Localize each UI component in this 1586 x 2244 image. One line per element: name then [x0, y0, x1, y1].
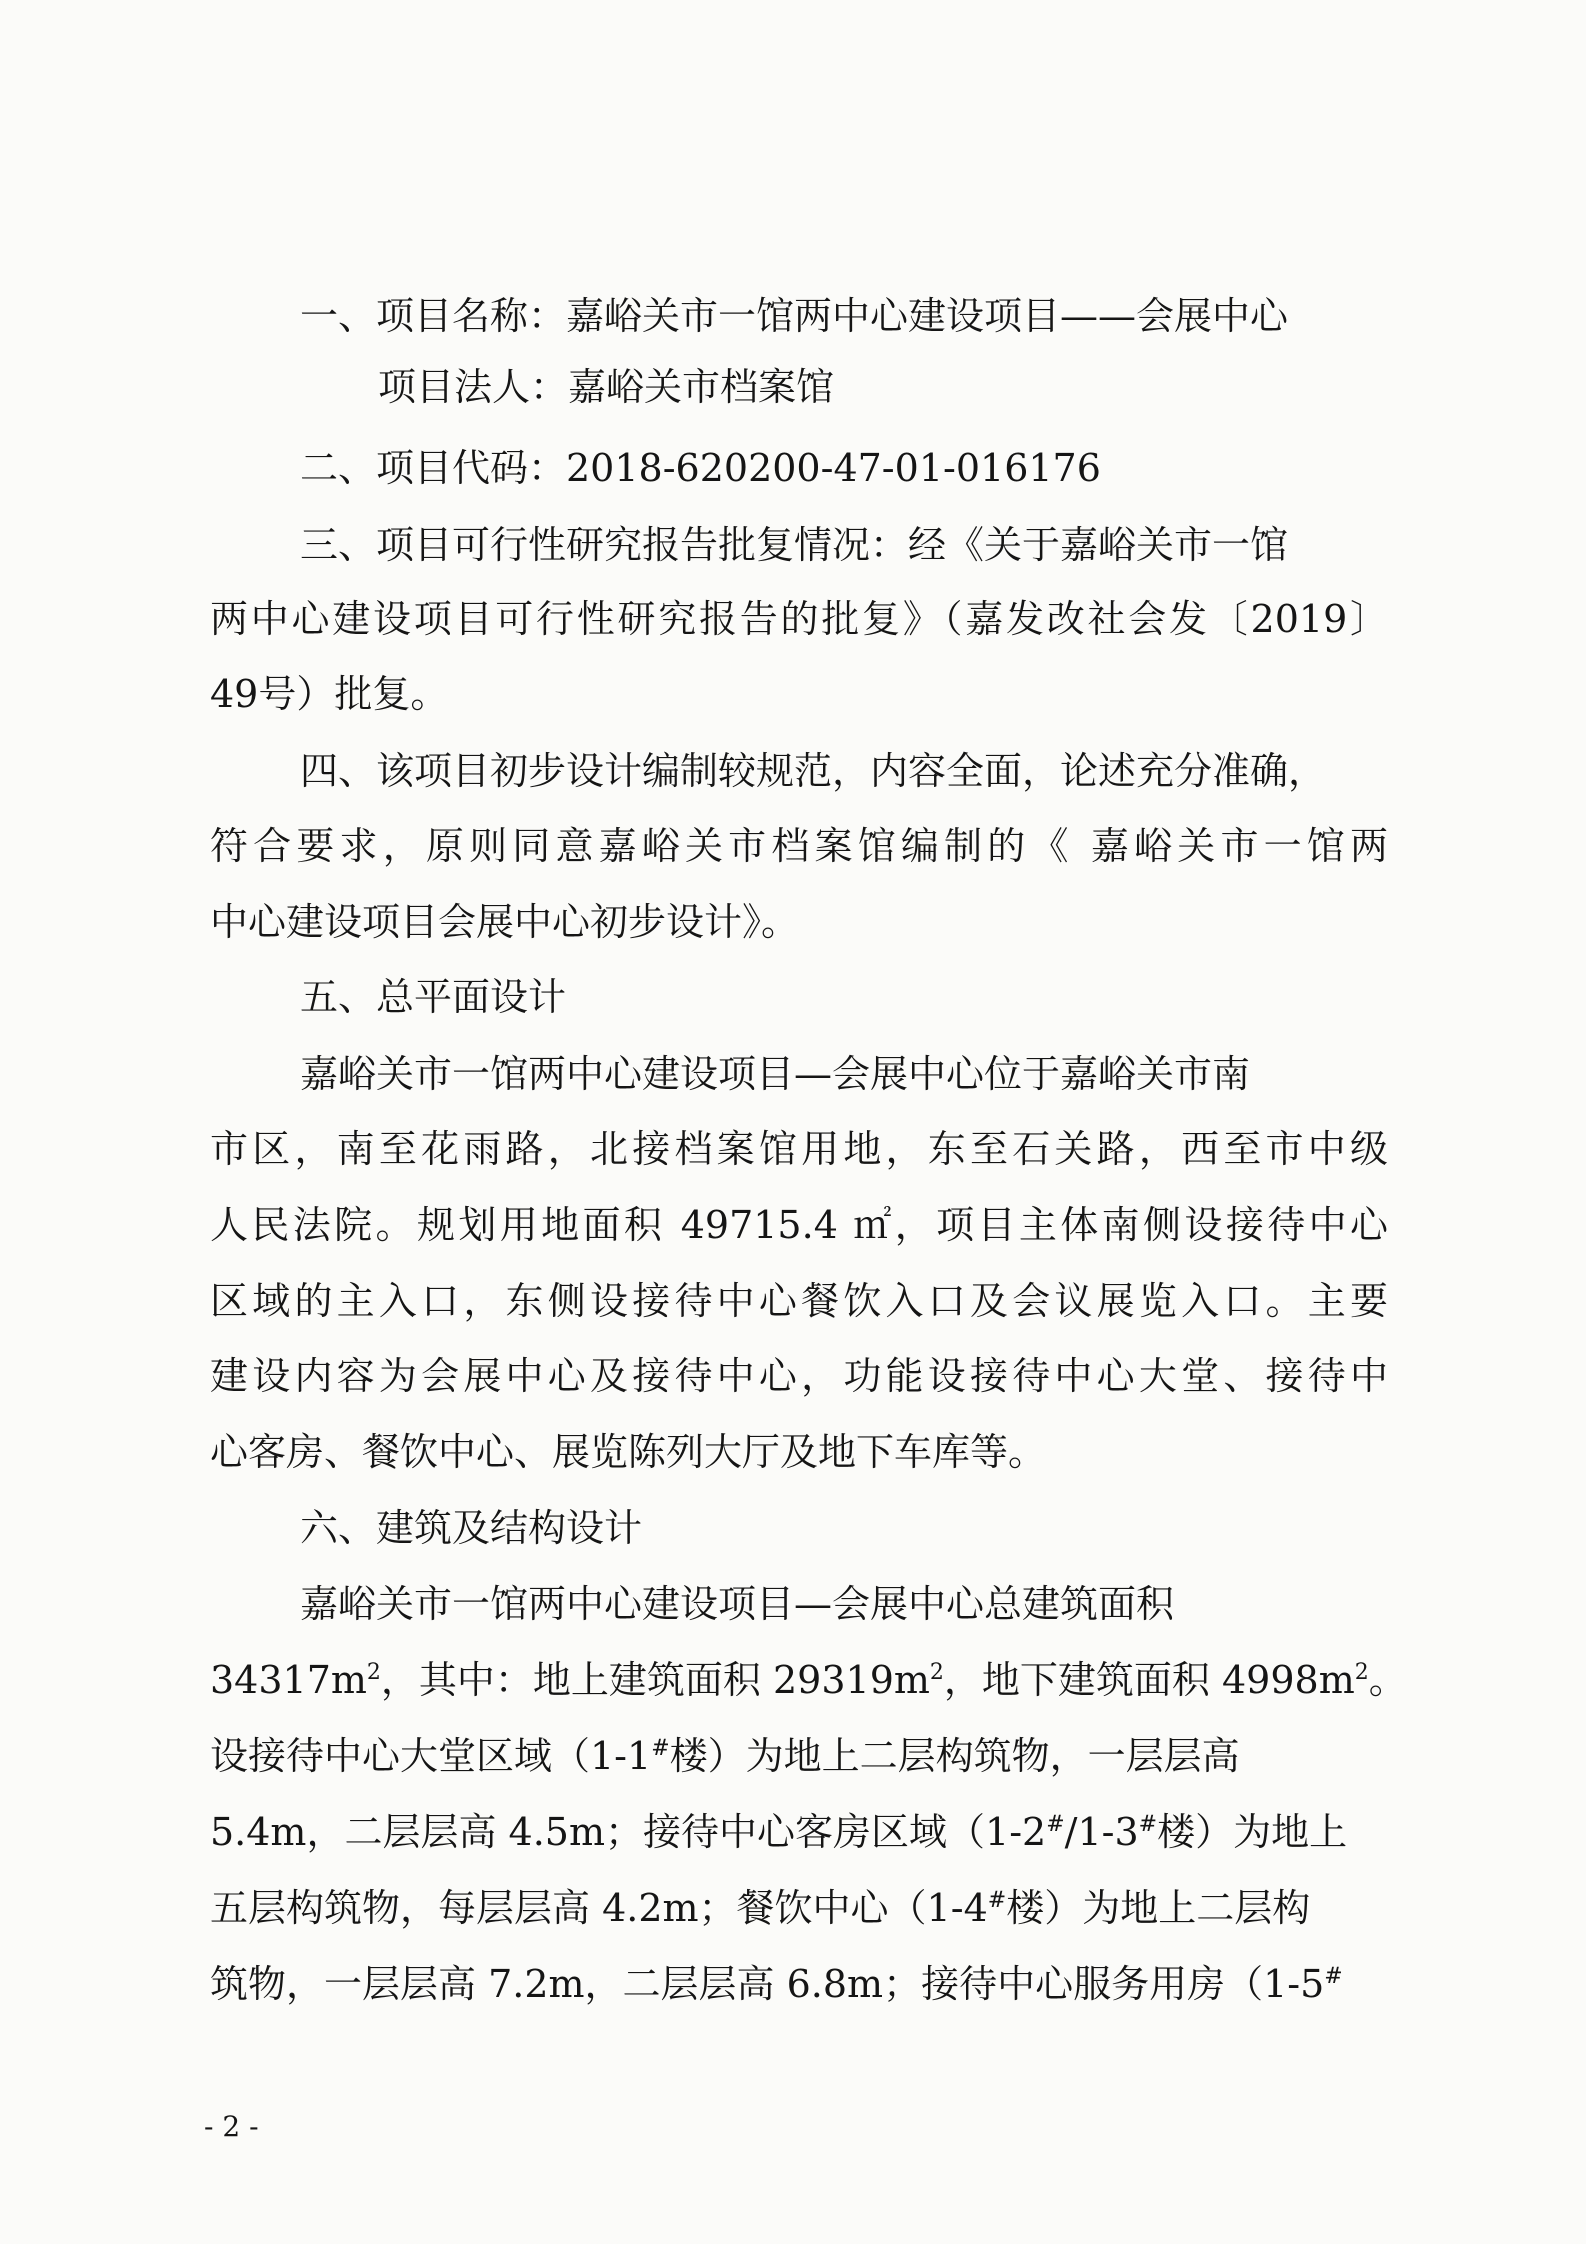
section-6-line-6 [210, 1961, 1343, 2007]
section-2-line-1: 二、项目代码：2018-620200-47-01-016176 [300, 446, 1101, 490]
text-fragment: 设接待中心大堂区域（1-1 [210, 1734, 652, 1778]
section-1-line-2: 项目法人：嘉峪关市档案馆 [378, 365, 835, 409]
section-5-line-1: 嘉峪关市一馆两中心建设项目—会展中心位于嘉峪关市南 [300, 1052, 1251, 1096]
area-underground: ，地下建筑面积 4998m [943, 1658, 1355, 1702]
text-fragment: 5.4m，二层层高 4.5m；接待中心客房区域（1-2 [210, 1810, 1047, 1854]
section-1-line-1: 一、项目名称：嘉峪关市一馆两中心建设项目——会展中心 [300, 294, 1289, 338]
section-5-line-5: 建设内容为会展中心及接待中心，功能设接待中心大堂、接待中 [210, 1354, 1388, 1398]
unit-superscript: 2 [929, 1660, 944, 1685]
section-6-line-5 [210, 1885, 1310, 1931]
area-above-ground: ，其中：地上建筑面积 29319m [380, 1658, 930, 1702]
sentence-end: 。 [1368, 1658, 1407, 1702]
section-5-line-4: 区域的主入口，东侧设接待中心餐饮入口及会议展览入口。主要 [210, 1279, 1388, 1323]
building-mark: # [1324, 1964, 1343, 1989]
text-fragment: 五层构筑物，每层层高 4.2m；餐饮中心（1-4 [210, 1886, 988, 1930]
text-fragment: /1-3 [1064, 1810, 1139, 1854]
building-mark: # [1046, 1812, 1065, 1837]
unit-superscript: 2 [366, 1660, 381, 1685]
section-6-line-2 [210, 1657, 1407, 1703]
section-6-heading: 六、建筑及结构设计 [300, 1506, 643, 1550]
page-number: - 2 - [204, 2110, 259, 2143]
section-5-line-6: 心客房、餐饮中心、展览陈列大厅及地下车库等。 [210, 1430, 1047, 1474]
text-fragment: 筑物，一层层高 7.2m，二层层高 6.8m；接待中心服务用房（1-5 [210, 1962, 1325, 2006]
section-4-line-3: 中心建设项目会展中心初步设计》。 [210, 900, 800, 944]
section-6-line-4 [210, 1809, 1347, 1855]
building-mark: # [1138, 1812, 1158, 1837]
building-mark: # [651, 1736, 670, 1761]
text-fragment: 楼）为地上 [1157, 1810, 1348, 1854]
section-4-line-1: 四、该项目初步设计编制较规范，内容全面，论述充分准确， [300, 749, 1327, 793]
section-4-line-2: 符合要求，原则同意嘉峪关市档案馆编制的《 嘉峪关市一馆两 [210, 824, 1388, 868]
text-fragment: 楼）为地上二层构 [1006, 1886, 1311, 1930]
area-total: 34317m [210, 1658, 367, 1702]
unit-superscript: 2 [1354, 1660, 1369, 1685]
section-3-line-2: 两中心建设项目可行性研究报告的批复》（嘉发改社会发〔2019〕 [210, 597, 1388, 641]
section-3-line-3: 49号）批复。 [210, 672, 449, 716]
section-6-line-1: 嘉峪关市一馆两中心建设项目—会展中心总建筑面积 [300, 1582, 1175, 1626]
section-5-line-3: 人民法院。规划用地面积 49715.4 ㎡，项目主体南侧设接待中心 [210, 1203, 1388, 1247]
section-5-heading: 五、总平面设计 [300, 975, 567, 1019]
building-mark: # [987, 1888, 1007, 1913]
section-5-line-2: 市区，南至花雨路，北接档案馆用地，东至石关路，西至市中级 [210, 1127, 1388, 1171]
section-6-line-3 [210, 1733, 1240, 1779]
section-3-line-1: 三、项目可行性研究报告批复情况：经《关于嘉峪关市一馆 [300, 523, 1289, 567]
text-fragment: 楼）为地上二层构筑物，一层层高 [669, 1734, 1240, 1778]
